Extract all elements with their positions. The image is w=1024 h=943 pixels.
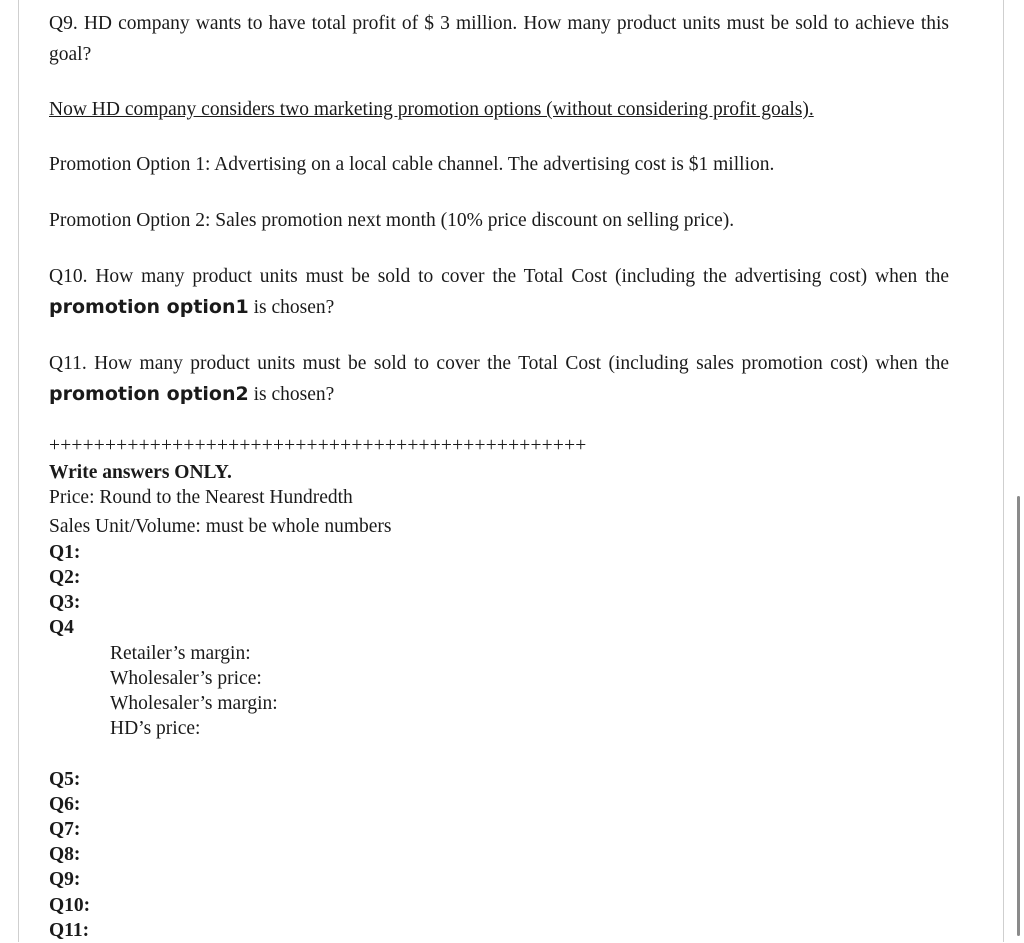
answer-q8-label: Q8: (49, 844, 81, 865)
question-q11 (49, 348, 949, 410)
answer-q9-label: Q9: (49, 869, 81, 890)
q10-text-end: is chosen? (248, 297, 335, 318)
question-q9: Q9. HD company wants to have total profit of $ 3 million. How many product units must be sold to achieve this goal? (49, 13, 949, 65)
wholesaler-margin-label: Wholesaler’s margin: (110, 693, 278, 714)
promotion-option-1: Promotion Option 1: Advertising on a local cable channel. The advertising cost is $1 million. (49, 154, 775, 175)
question-q10 (49, 261, 949, 323)
q11-text-end: is chosen? (248, 384, 335, 405)
answer-q2-label: Q2: (49, 567, 81, 588)
q11-emphasis: promotion option2 (49, 383, 249, 405)
answer-q3-label: Q3: (49, 592, 81, 613)
wholesaler-price-label: Wholesaler’s price: (110, 668, 262, 689)
vertical-scrollbar[interactable] (1017, 496, 1020, 936)
answers-heading: Write answers ONLY. (49, 462, 232, 483)
answer-q7-label: Q7: (49, 819, 81, 840)
q10-text-start: Q10. How many product units must be sold to cover the Total Cost (including the advertising cost) when the (49, 266, 949, 287)
promotion-intro: Now HD company considers two marketing promotion options (without considering profit goals). (49, 99, 814, 120)
separator-line: ++++++++++++++++++++++++++++++++++++++++++++++++ (49, 435, 587, 456)
answer-q4-label: Q4 (49, 617, 74, 638)
retailer-margin-label: Retailer’s margin: (110, 643, 251, 664)
answer-q5-label: Q5: (49, 769, 81, 790)
answer-q11-label: Q11: (49, 920, 90, 941)
answer-q10-label: Q10: (49, 895, 91, 916)
q10-emphasis: promotion option1 (49, 296, 249, 318)
price-rule: Price: Round to the Nearest Hundredth (49, 487, 353, 508)
hd-price-label: HD’s price: (110, 718, 201, 739)
answer-q1-label: Q1: (49, 542, 81, 563)
q11-text-start: Q11. How many product units must be sold to cover the Total Cost (including sales promotion cost) when the (49, 353, 949, 374)
volume-rule: Sales Unit/Volume: must be whole numbers (49, 516, 392, 537)
answer-q6-label: Q6: (49, 794, 81, 815)
document-page (18, 0, 1004, 942)
promotion-option-2: Promotion Option 2: Sales promotion next month (10% price discount on selling price). (49, 210, 735, 231)
